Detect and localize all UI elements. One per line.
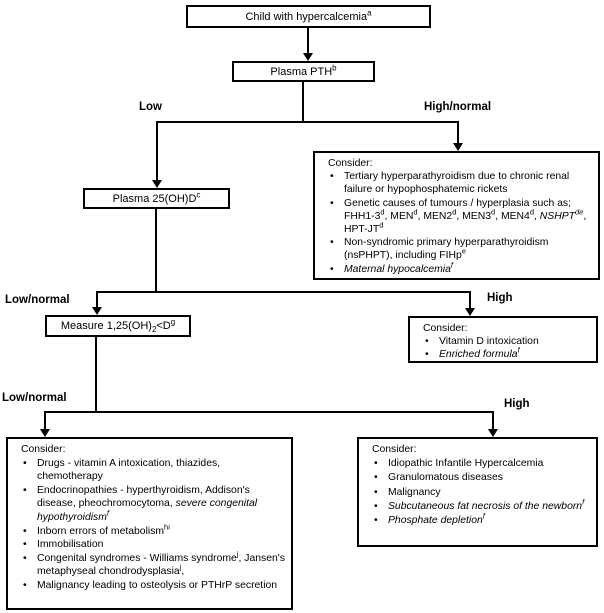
- bullet-marker: •: [330, 263, 334, 275]
- consider-item-text: Phosphate depletion$^f$: [388, 511, 485, 527]
- consider-box-25ohd-high: [408, 316, 598, 363]
- arrowhead-125ohd-high: [488, 429, 498, 437]
- connector-child-to-pth: [307, 28, 309, 54]
- consider-item: [371, 497, 590, 514]
- consider-item: [327, 260, 592, 276]
- arrowhead-125ohd-low: [40, 429, 50, 437]
- arrowhead-25ohd-low: [92, 307, 102, 315]
- consider-box-125ohd-high: [357, 437, 598, 547]
- connector-pth-branch-line: [156, 121, 459, 123]
- consider-item-text: Enriched formula$^f$: [439, 345, 520, 361]
- consider-item: [371, 486, 590, 500]
- connector-pth-stem: [302, 82, 304, 123]
- bullet-marker: •: [23, 552, 27, 564]
- connector-25ohd-high-drop: [469, 291, 471, 309]
- node-plasma-pth-label: Plasma PTH$^b$: [270, 62, 337, 78]
- consider-box-125ohd-low-normal: [6, 437, 293, 610]
- arrowhead-pth-high: [453, 143, 463, 151]
- consider-list-pth-high-normal: [327, 170, 592, 276]
- connector-pth-high-drop: [457, 121, 459, 144]
- consider-title-125ohd-high: Consider:: [372, 444, 417, 455]
- node-plasma-25ohd: [83, 188, 230, 209]
- connector-pth-low-drop: [156, 121, 158, 181]
- consider-item-text: Inborn errors of metabolism$^{hi}$: [37, 522, 170, 537]
- node-measure-125ohd-label: Measure $1,25(OH)_2<D^g$: [60, 317, 176, 335]
- consider-item-text: Tertiary hyperparathyroidism due to chronic renal failure or hypophosphatemic rickets: [344, 171, 570, 196]
- consider-item: [327, 170, 592, 196]
- consider-box-pth-high-normal: [313, 151, 600, 280]
- arrowhead-pth-low: [152, 180, 162, 188]
- branch-label-125ohd-high: High: [504, 398, 530, 410]
- consider-item: [327, 236, 592, 262]
- branch-label-pth-low: Low: [139, 101, 162, 113]
- consider-item-text: Malignancy leading to osteolysis or PTHrP secretion: [37, 579, 278, 591]
- consider-item: [20, 579, 285, 593]
- consider-item-text: Genetic causes of tumours / hyperplasia such as; FHH1-3$^d$, MEN$^d$, MEN2$^d$, MEN3$^d$, MEN4$^d$, $NSHPT^{de}$, HPT-$JT^d$: [344, 197, 587, 236]
- connector-125ohd-high-drop: [492, 411, 494, 430]
- bullet-marker: •: [23, 457, 27, 469]
- connector-25ohd-stem: [155, 209, 157, 293]
- consider-item-text: Immobilisation: [37, 539, 104, 551]
- bullet-marker: •: [23, 539, 27, 551]
- bullet-marker: •: [23, 579, 27, 591]
- consider-item-text: Idiopathic Infantile Hypercalcemia: [388, 458, 544, 470]
- branch-label-25ohd-low-normal: Low/normal: [5, 294, 70, 306]
- consider-item: [422, 345, 590, 361]
- consider-list-25ohd-high: [422, 335, 590, 361]
- bullet-marker: •: [330, 171, 334, 183]
- consider-item-text: Subcutaneous fat necrosis of the newborn$^f$: [388, 497, 585, 512]
- consider-title-pth-high-normal: Consider:: [328, 158, 373, 169]
- branch-label-25ohd-high: High: [487, 292, 513, 304]
- consider-item-text: Congenital syndromes - Williams syndrome$^j$, Jansen's metaphyseal chondrodysplasia$^j$,: [37, 549, 285, 578]
- consider-item-text: Granulomatous diseases: [388, 472, 503, 484]
- bullet-marker: •: [330, 237, 334, 249]
- consider-item: [20, 522, 285, 539]
- bullet-marker: •: [374, 515, 378, 527]
- bullet-marker: •: [425, 349, 429, 361]
- arrowhead-child-to-pth: [303, 53, 313, 61]
- consider-item-text: Drugs - vitamin A intoxication, thiazides, chemotherapy: [37, 457, 221, 483]
- bullet-marker: •: [330, 197, 334, 209]
- consider-item-text: Vitamin D intoxication: [439, 336, 539, 348]
- node-plasma-25ohd-label: Plasma $25(OH)D^c$: [112, 189, 201, 205]
- node-child-hypercalcemia: [186, 5, 431, 28]
- consider-title-125ohd-low-normal: Consider:: [21, 444, 66, 455]
- bullet-marker: •: [425, 336, 429, 348]
- consider-item: [327, 197, 592, 237]
- consider-item-text: Endocrinopathies - hyperthyroidism, Addison's disease, pheochromocytoma, severe congenital hypothyroidism$^f$: [37, 484, 258, 523]
- consider-item: [371, 511, 590, 528]
- consider-item: [422, 335, 590, 348]
- consider-title-25ohd-high: Consider:: [423, 323, 468, 334]
- consider-item: [371, 471, 590, 485]
- consider-list-125ohd-high: [371, 457, 590, 528]
- connector-125ohd-branch-line: [44, 411, 494, 413]
- consider-item: [20, 457, 285, 484]
- connector-125ohd-stem: [95, 337, 97, 413]
- consider-item: [20, 538, 285, 552]
- consider-item: [20, 484, 285, 525]
- bullet-marker: •: [374, 458, 378, 470]
- connector-125ohd-low-drop: [44, 411, 46, 430]
- arrowhead-25ohd-high: [465, 308, 475, 316]
- bullet-marker: •: [23, 484, 27, 496]
- consider-item-text: Non-syndromic primary hyperparathyroidism (nsPHPT), including FIHp$^e$: [344, 237, 549, 262]
- bullet-marker: •: [23, 525, 27, 537]
- node-measure-125ohd: [45, 315, 191, 337]
- consider-item-text: Malignancy: [388, 486, 441, 498]
- connector-25ohd-branch-line: [96, 291, 471, 293]
- branch-label-pth-high-normal: High/normal: [424, 101, 492, 113]
- consider-list-125ohd-low-normal: [20, 457, 285, 593]
- branch-label-125ohd-low-normal: Low/normal: [2, 392, 67, 404]
- node-child-hypercalcemia-label: Child with hypercalcemia$^a$: [245, 7, 372, 23]
- bullet-marker: •: [374, 500, 378, 512]
- bullet-marker: •: [374, 472, 378, 484]
- consider-item-text: Maternal hypocalcemia$^f$: [344, 260, 453, 275]
- node-plasma-pth: [232, 61, 375, 82]
- consider-item: [371, 457, 590, 471]
- bullet-marker: •: [374, 486, 378, 498]
- consider-item: [20, 549, 285, 579]
